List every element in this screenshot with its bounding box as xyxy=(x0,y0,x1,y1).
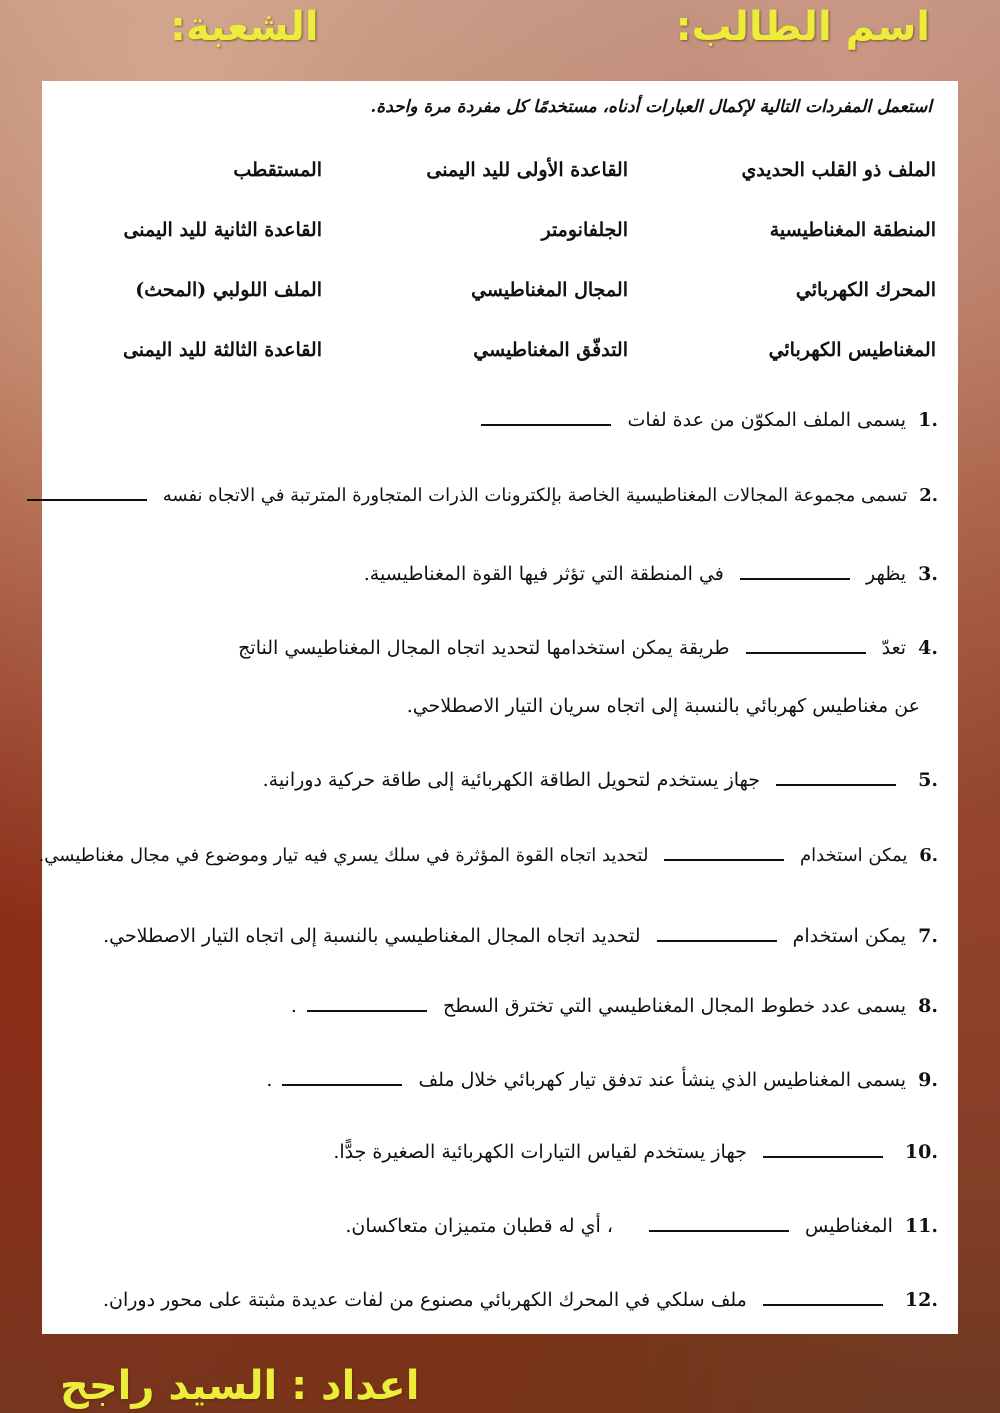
question-text: . xyxy=(290,995,297,1017)
question-text: جهاز يستخدم لقياس التيارات الكهربائية الصغيرة جدًّا. xyxy=(333,1141,747,1163)
question-text: يمكن استخدام xyxy=(799,845,908,866)
word-bank-item: القاعدة الأولى لليد اليمنى xyxy=(426,159,628,181)
question-2 xyxy=(17,485,938,506)
answer-blank[interactable] xyxy=(657,939,777,942)
word-bank-item: المنطقة المغناطيسية xyxy=(769,219,936,241)
word-bank-item: المجال المغناطيسي xyxy=(471,279,628,301)
question-number: .6 xyxy=(919,845,938,866)
question-number: .8 xyxy=(918,995,938,1017)
answer-blank[interactable] xyxy=(649,1229,789,1232)
answer-blank[interactable] xyxy=(746,651,866,654)
question-text: يسمى الملف المكوّن من عدة لفات xyxy=(627,409,907,431)
answer-blank[interactable] xyxy=(763,1303,883,1306)
question-text: جهاز يستخدم لتحويل الطاقة الكهربائية إلى طاقة حركية دورانية. xyxy=(262,769,761,791)
question-4-continued xyxy=(407,695,920,717)
question-3 xyxy=(364,563,938,585)
instruction-text: استعمل المفردات التالية لإكمال العبارات أدناه، مستخدمًا كل مفردة مرة واحدة. xyxy=(370,97,932,117)
question-6 xyxy=(39,845,938,866)
question-11 xyxy=(345,1215,938,1237)
question-number: .3 xyxy=(918,563,938,585)
question-text: المغناطيس xyxy=(805,1215,893,1237)
answer-blank[interactable] xyxy=(282,1083,402,1086)
question-text: يمكن استخدام xyxy=(792,925,907,947)
question-text: تعدّ xyxy=(881,637,907,659)
answer-blank[interactable] xyxy=(740,577,850,580)
answer-blank[interactable] xyxy=(763,1155,883,1158)
answer-blank[interactable] xyxy=(664,858,784,861)
question-text: في المنطقة التي تؤثر فيها القوة المغناطيسية. xyxy=(363,563,724,585)
word-bank-item: القاعدة الثالثة لليد اليمنى xyxy=(122,339,322,361)
question-text: تسمى مجموعة المجالات المغناطيسية الخاصة بإلكترونات الذرات المتجاورة المترتبة في الاتجاه نفسه xyxy=(162,485,908,506)
word-bank-item: التدفّق المغناطيسي xyxy=(473,339,628,361)
question-text: عن مغناطيس كهربائي بالنسبة إلى اتجاه سريان التيار الاصطلاحي. xyxy=(406,695,920,717)
answer-blank[interactable] xyxy=(27,498,147,501)
worksheet-paper xyxy=(38,81,958,1334)
question-1 xyxy=(471,409,938,431)
word-bank-item: الملف اللولبي (المحث) xyxy=(135,279,322,301)
word-bank-item: المغناطيس الكهربائي xyxy=(768,339,936,361)
student-name-label: اسم الطالب: xyxy=(675,4,930,50)
question-text: يظهر xyxy=(865,563,907,585)
question-12 xyxy=(103,1289,938,1311)
answer-blank[interactable] xyxy=(307,1009,427,1012)
prepared-by-label: اعداد : السيد راجح xyxy=(60,1363,420,1409)
question-number: .2 xyxy=(919,485,938,506)
question-number: .10 xyxy=(904,1141,938,1163)
question-7 xyxy=(103,925,938,947)
question-text: . xyxy=(266,1069,273,1091)
question-number: .1 xyxy=(918,409,938,431)
question-number: .7 xyxy=(918,925,938,947)
word-bank xyxy=(42,159,958,439)
word-bank-item: القاعدة الثانية لليد اليمنى xyxy=(123,219,322,241)
question-text: يسمى المغناطيس الذي ينشأ عند تدفق تيار كهربائي خلال ملف xyxy=(418,1069,907,1091)
question-8 xyxy=(291,995,938,1017)
question-text: لتحديد اتجاه القوة المؤثرة في سلك يسري فيه تيار وموضوع في مجال مغناطيسي. xyxy=(38,845,649,866)
question-number: .11 xyxy=(904,1215,938,1237)
question-5 xyxy=(263,769,938,791)
question-number: .9 xyxy=(918,1069,938,1091)
question-number: .4 xyxy=(918,637,938,659)
answer-blank[interactable] xyxy=(481,423,611,426)
word-bank-item: الملف ذو القلب الحديدي xyxy=(741,159,936,181)
word-bank-item: المستقطب xyxy=(233,159,322,181)
answer-blank[interactable] xyxy=(776,783,896,786)
question-number: .5 xyxy=(918,769,938,791)
section-label: الشعبة: xyxy=(170,4,319,50)
question-text: ، أي له قطبان متميزان متعاكسان. xyxy=(345,1215,613,1237)
question-text: طريقة يمكن استخدامها لتحديد اتجاه المجال المغناطيسي الناتج xyxy=(238,637,730,659)
question-4 xyxy=(238,637,938,659)
question-number: .12 xyxy=(904,1289,938,1311)
word-bank-item: المحرك الكهربائي xyxy=(795,279,936,301)
question-10 xyxy=(333,1141,938,1163)
word-bank-item: الجلفانومتر xyxy=(541,219,628,241)
question-text: يسمى عدد خطوط المجال المغناطيسي التي تخترق السطح xyxy=(442,995,907,1017)
question-9 xyxy=(266,1069,938,1091)
question-text: لتحديد اتجاه المجال المغناطيسي بالنسبة إلى اتجاه التيار الاصطلاحي. xyxy=(103,925,641,947)
question-text: ملف سلكي في المحرك الكهربائي مصنوع من لفات عديدة مثبتة على محور دوران. xyxy=(102,1289,747,1311)
